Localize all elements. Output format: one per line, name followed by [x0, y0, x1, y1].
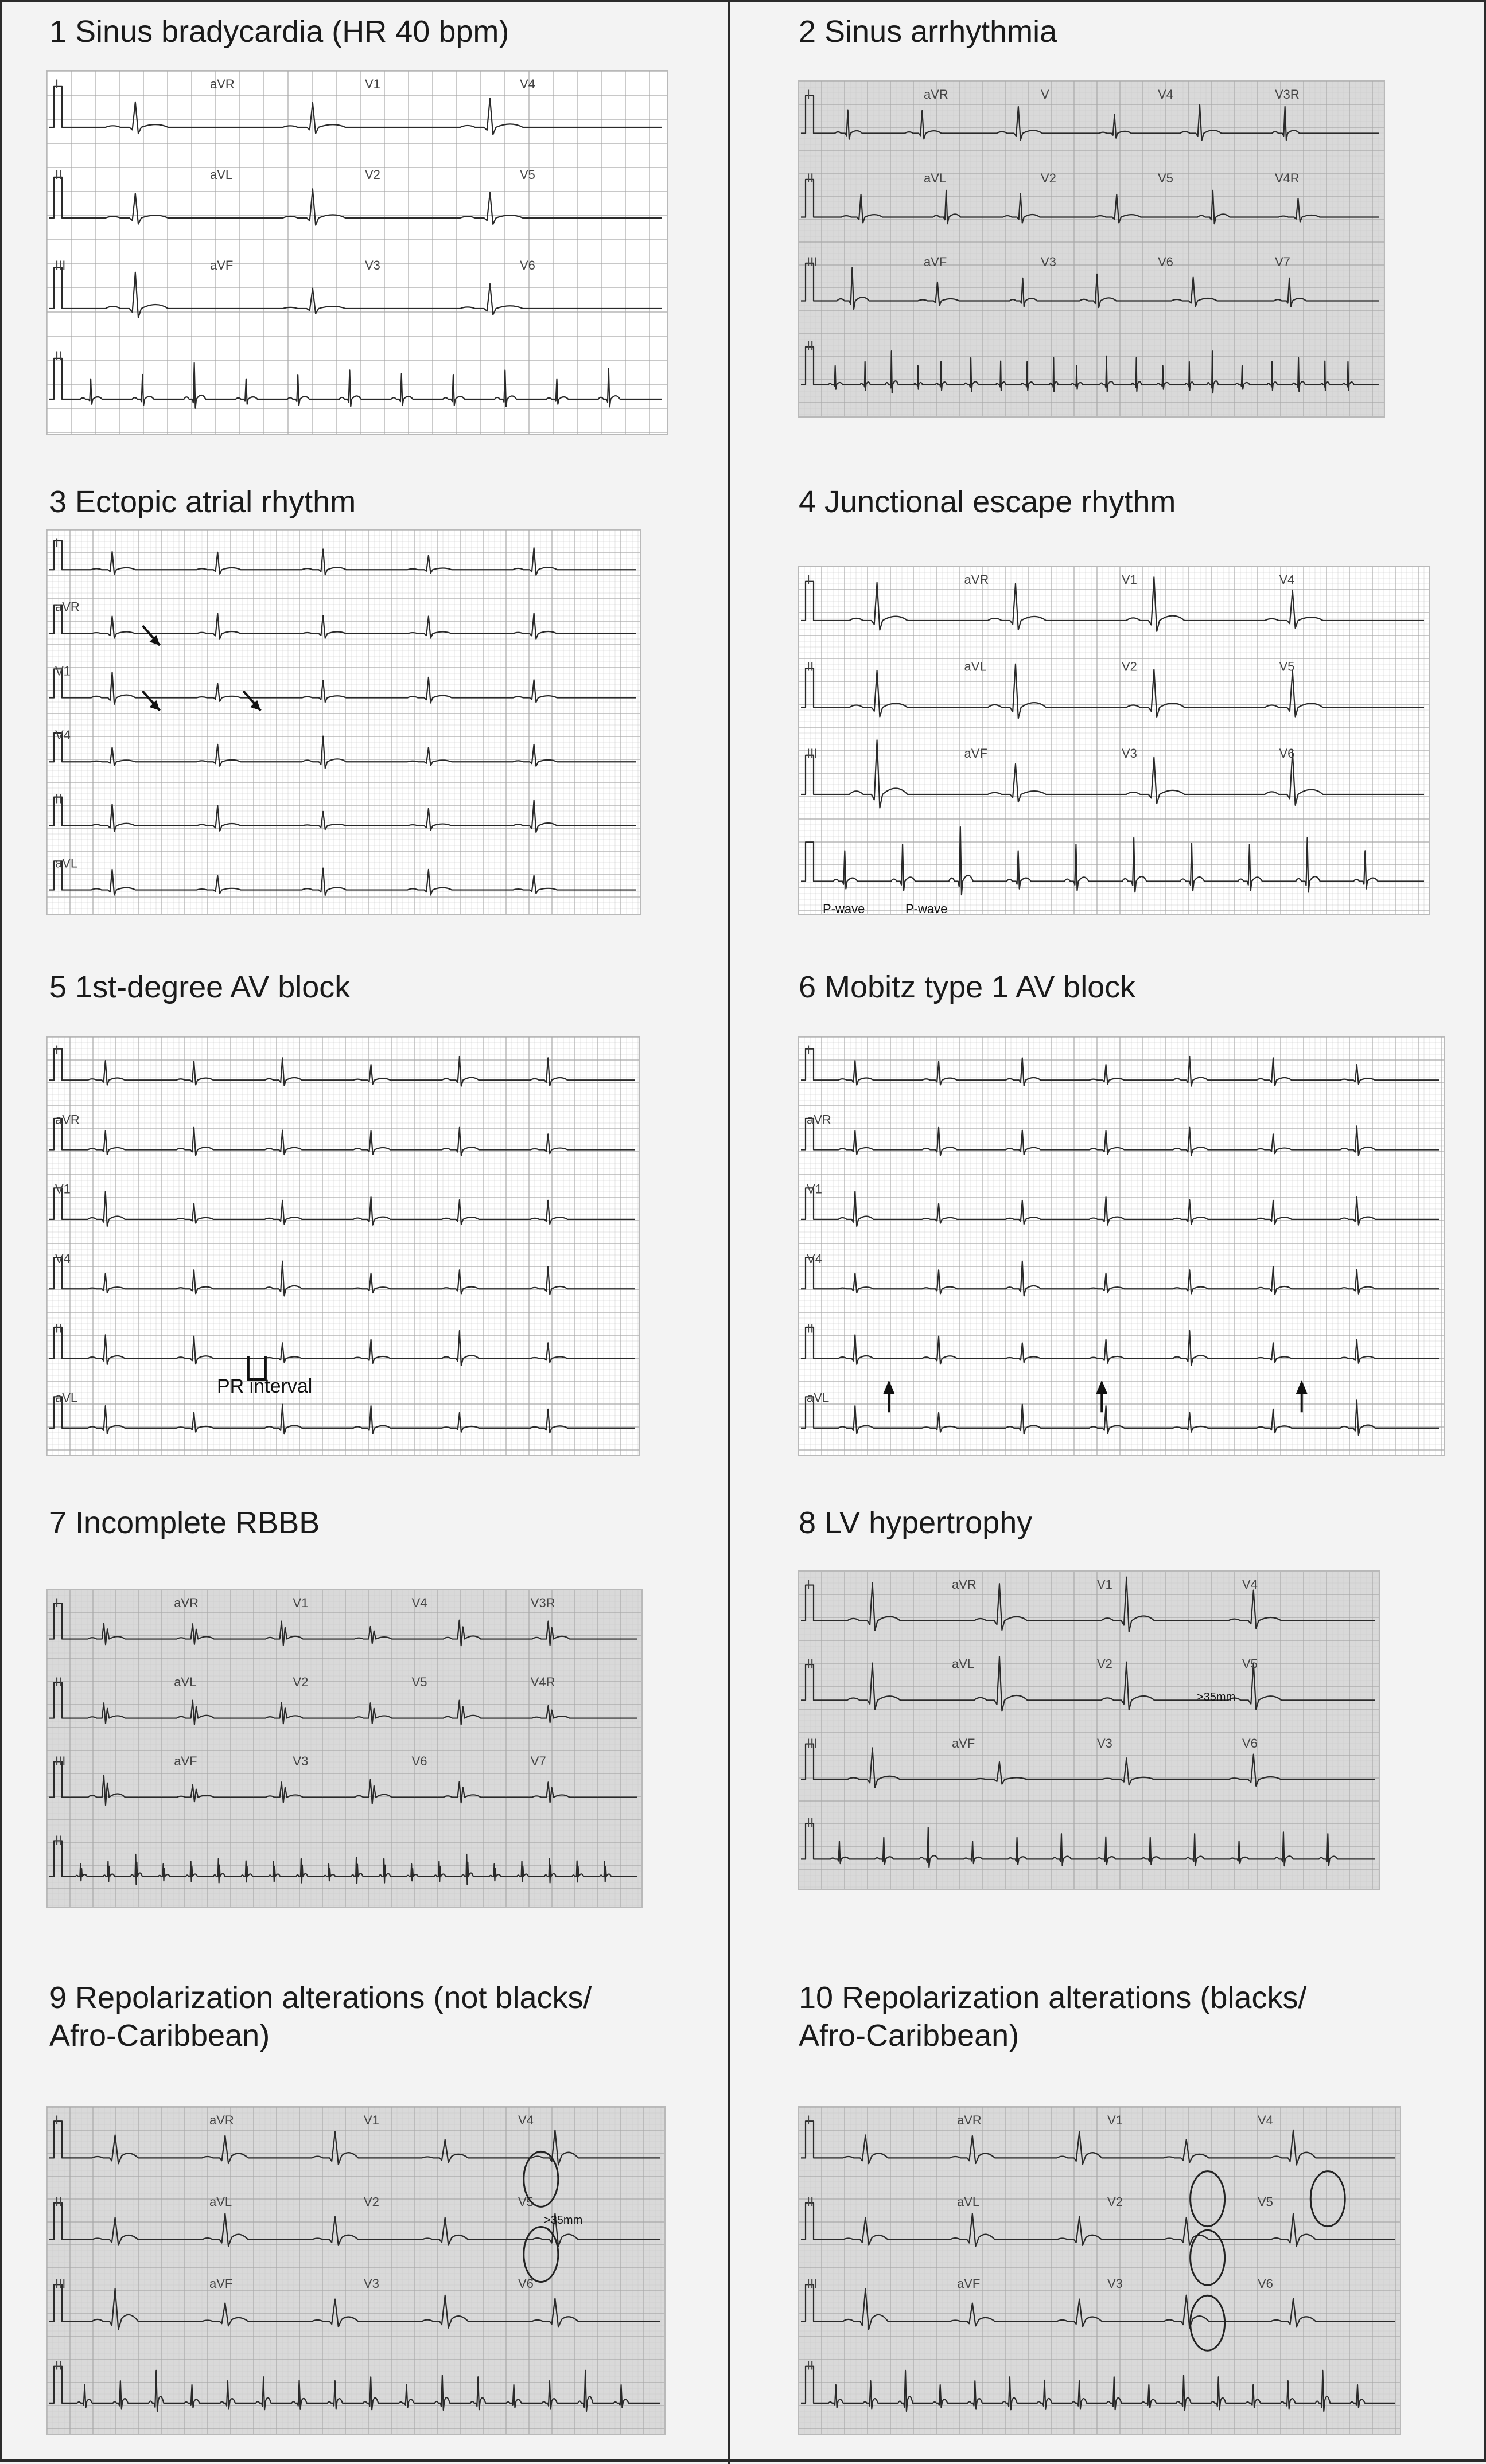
lead-label: aVR — [209, 2113, 234, 2127]
lead-label: II — [807, 1815, 814, 1830]
ecg-trace — [49, 1841, 637, 1884]
lead-label: II — [807, 2358, 814, 2373]
lead-label: aVF — [957, 2276, 981, 2291]
lead-label: V2 — [293, 1675, 309, 1689]
lead-label: V5 — [518, 2194, 534, 2209]
ecg-trace — [49, 1118, 635, 1155]
lead-label: aVR — [957, 2113, 982, 2127]
lead-label: V4 — [1242, 1577, 1258, 1592]
lead-label: aVR — [952, 1577, 977, 1592]
lead-label: aVL — [210, 167, 233, 182]
ecg-trace — [801, 1577, 1375, 1632]
panel-title-6: 6 Mobitz type 1 AV block — [799, 970, 1136, 1004]
panel-title-4: 4 Junctional escape rhythm — [799, 485, 1176, 519]
panel-title-10: 10 Repolarization alterations (blacks/ Afro-Caribbean) — [799, 1980, 1307, 2053]
lead-label: I — [55, 2113, 59, 2127]
ecg-svg — [47, 530, 640, 914]
lead-label: aVF — [952, 1736, 975, 1750]
lead-label: aVR — [55, 599, 80, 614]
ecg-trace — [49, 1761, 637, 1805]
lead-label: V4R — [530, 1675, 555, 1689]
ecg-trace — [49, 797, 636, 832]
lead-label: V4 — [1258, 2113, 1273, 2127]
lead-label: II — [807, 659, 814, 674]
lead-label: I — [55, 77, 59, 91]
panel-title-3: 3 Ectopic atrial rhythm — [49, 485, 356, 519]
lead-label: aVF — [964, 746, 987, 761]
ecg-trace — [801, 180, 1379, 224]
ecg-strip-sinus-bradycardia — [46, 70, 668, 435]
ecg-trace — [49, 177, 662, 225]
p-wave-label-1: P-wave — [823, 902, 865, 916]
ecg-svg — [799, 567, 1429, 914]
lead-label: aVR — [964, 572, 989, 587]
ecg-svg — [47, 1037, 639, 1455]
lead-label: V1 — [1107, 2113, 1123, 2127]
ecg-strip-sinus-arrhythmia — [798, 80, 1385, 418]
lead-label: V6 — [1242, 1736, 1258, 1750]
lead-label: I — [807, 1043, 811, 1057]
lead-label: III — [807, 255, 818, 269]
lead-label: II — [807, 171, 814, 185]
ecg-trace — [49, 1258, 635, 1296]
lead-label: III — [55, 2276, 66, 2291]
ecg-svg — [799, 2107, 1400, 2434]
ecg-trace — [49, 861, 636, 895]
lead-label: V7 — [530, 1754, 546, 1768]
lead-label: II — [55, 1675, 63, 1689]
lead-label: II — [55, 1321, 63, 1336]
ecg-trace — [49, 358, 662, 408]
lead-label: V6 — [518, 2276, 534, 2291]
lead-label: V4 — [411, 1596, 427, 1610]
lead-label: aVF — [210, 258, 234, 272]
column-divider — [728, 2, 730, 2464]
lead-label: V6 — [411, 1754, 427, 1768]
lead-label: II — [55, 167, 63, 182]
lead-label: V2 — [365, 167, 380, 182]
lead-label: aVR — [924, 87, 948, 102]
ecg-trace — [49, 669, 636, 704]
lead-label: II — [55, 2194, 63, 2209]
ecg-svg — [47, 2107, 664, 2434]
ecg-svg — [47, 1590, 641, 1907]
lead-label: aVL — [174, 1675, 197, 1689]
lead-label: V5 — [1258, 2194, 1273, 2209]
lead-label: V6 — [520, 258, 535, 272]
ecg-trace — [801, 96, 1379, 141]
lead-label: I — [807, 87, 811, 102]
lead-label: V5 — [411, 1675, 427, 1689]
lead-label: V5 — [1242, 1656, 1258, 1671]
lead-label: II — [807, 1321, 814, 1336]
lead-label: V4 — [518, 2113, 534, 2127]
panel-title-8: 8 LV hypertrophy — [799, 1506, 1033, 1540]
lead-label: II — [807, 338, 814, 353]
lead-label: V2 — [1041, 171, 1056, 185]
lead-label: I — [807, 1577, 811, 1592]
lead-label: aVR — [55, 1112, 80, 1127]
lead-label: V5 — [1158, 171, 1173, 185]
pr-interval-label: PR interval — [217, 1375, 313, 1397]
lead-label: V4 — [520, 77, 535, 91]
ecg-svg — [799, 81, 1384, 416]
lead-label: V5 — [520, 167, 535, 182]
lead-label: aVF — [209, 2276, 233, 2291]
lead-label: V4R — [1275, 171, 1300, 185]
lead-label: aVL — [55, 1390, 78, 1405]
ecg-trace — [49, 733, 636, 768]
lead-label: I — [807, 2113, 811, 2127]
ecg-strip-junctional-escape-rhythm — [798, 566, 1430, 915]
ecg-trace — [49, 1049, 635, 1086]
lead-label: V1 — [55, 1182, 71, 1196]
lead-label: III — [807, 1736, 818, 1750]
lead-label: V3 — [293, 1754, 309, 1768]
lead-label: V3 — [1122, 746, 1137, 761]
lead-label: V3 — [1107, 2276, 1123, 2291]
lead-label: I — [55, 536, 59, 550]
ecg-strip-repolarization-blacks — [798, 2106, 1401, 2435]
lead-label: V1 — [365, 77, 380, 91]
lead-label: III — [55, 258, 66, 272]
ecg-trace — [49, 2121, 660, 2165]
lead-label: V2 — [364, 2194, 379, 2209]
panel-title-7: 7 Incomplete RBBB — [49, 1506, 320, 1540]
lead-label: V4 — [55, 728, 71, 742]
lead-label: V3 — [1041, 255, 1056, 269]
lead-label: aVL — [55, 856, 78, 871]
measurement-label-repol: >35mm — [544, 2214, 583, 2227]
lead-label: aVF — [174, 1754, 197, 1768]
ecg-svg — [799, 1572, 1379, 1889]
lead-label: V2 — [1122, 659, 1137, 674]
lead-label: II — [55, 349, 63, 363]
lead-label: V7 — [1275, 255, 1290, 269]
lead-label: I — [807, 572, 811, 587]
panel-title-1: 1 Sinus bradycardia (HR 40 bpm) — [49, 14, 509, 49]
lead-label: V — [1041, 87, 1049, 102]
lead-label: III — [807, 746, 818, 761]
lead-label: V4 — [1158, 87, 1173, 102]
lead-label: V6 — [1158, 255, 1173, 269]
ecg-trace — [801, 263, 1379, 309]
lead-label: V4 — [55, 1252, 71, 1266]
lead-label: V4 — [807, 1252, 822, 1266]
lead-label: I — [55, 1043, 59, 1057]
lead-label: V3 — [364, 2276, 379, 2291]
lead-label: II — [55, 792, 63, 806]
panel-title-2: 2 Sinus arrhythmia — [799, 14, 1057, 49]
lead-label: aVL — [209, 2194, 232, 2209]
lead-label: V3R — [530, 1596, 555, 1610]
ecg-strip-first-degree-av-block — [46, 1036, 640, 1456]
ecg-trace — [49, 87, 662, 135]
ecg-trace — [49, 2284, 660, 2329]
ecg-trace — [801, 1744, 1375, 1788]
ecg-trace — [49, 2366, 660, 2411]
lead-label: V2 — [1107, 2194, 1123, 2209]
ecg-strip-repolarization-not-blacks — [46, 2106, 666, 2435]
lead-label: II — [55, 2358, 63, 2373]
lead-label: aVR — [807, 1112, 831, 1127]
lead-label: V3 — [1097, 1736, 1112, 1750]
ecg-trace — [801, 1823, 1375, 1867]
lead-label: V1 — [55, 664, 71, 679]
panel-title-5: 5 1st-degree AV block — [49, 970, 351, 1004]
ecg-strip-ectopic-atrial-rhythm — [46, 529, 641, 915]
lead-label: aVR — [174, 1596, 199, 1610]
ecg-trace — [801, 1656, 1375, 1711]
ecg-trace — [801, 347, 1379, 393]
ecg-svg — [799, 1037, 1444, 1455]
lead-label: aVL — [964, 659, 987, 674]
ecg-trace — [49, 268, 662, 318]
lead-label: V3R — [1275, 87, 1300, 102]
lead-label: V1 — [1122, 572, 1137, 587]
ecg-svg — [47, 71, 667, 434]
ecg-trace — [801, 577, 1424, 631]
panel-title-9: 9 Repolarization alterations (not blacks/ Afro-Caribbean) — [49, 1980, 592, 2053]
lead-label: V1 — [293, 1596, 309, 1610]
lead-label: aVL — [807, 1390, 830, 1405]
ecg-strip-incomplete-rbbb — [46, 1589, 643, 1908]
ecg-trace — [49, 1327, 635, 1366]
lead-label: V1 — [364, 2113, 379, 2127]
lead-label: aVR — [210, 77, 235, 91]
lead-label: V4 — [1279, 572, 1295, 587]
lead-label: III — [55, 1754, 66, 1768]
lead-label: V5 — [1279, 659, 1295, 674]
lead-label: aVF — [924, 255, 947, 269]
p-wave-label-2: P-wave — [905, 902, 948, 916]
lead-label: V6 — [1279, 746, 1295, 761]
lead-label: V2 — [1097, 1656, 1112, 1671]
lead-label: aVL — [924, 171, 947, 185]
lead-label: aVL — [957, 2194, 980, 2209]
lead-label: I — [55, 1596, 59, 1610]
lead-label: V1 — [807, 1182, 822, 1196]
ecg-trace — [801, 827, 1424, 895]
ecg-strip-lv-hypertrophy — [798, 1570, 1380, 1890]
measurement-label-lvh: >35mm — [1197, 1691, 1236, 1703]
lead-label: II — [807, 1656, 814, 1671]
lead-label: V3 — [365, 258, 380, 272]
lead-label: aVL — [952, 1656, 975, 1671]
ecg-strip-mobitz-type-1 — [798, 1036, 1445, 1456]
lead-label: III — [807, 2276, 818, 2291]
lead-label: II — [807, 2194, 814, 2209]
lead-label: II — [55, 1833, 63, 1847]
lead-label: V6 — [1258, 2276, 1273, 2291]
lead-label: V1 — [1097, 1577, 1112, 1592]
